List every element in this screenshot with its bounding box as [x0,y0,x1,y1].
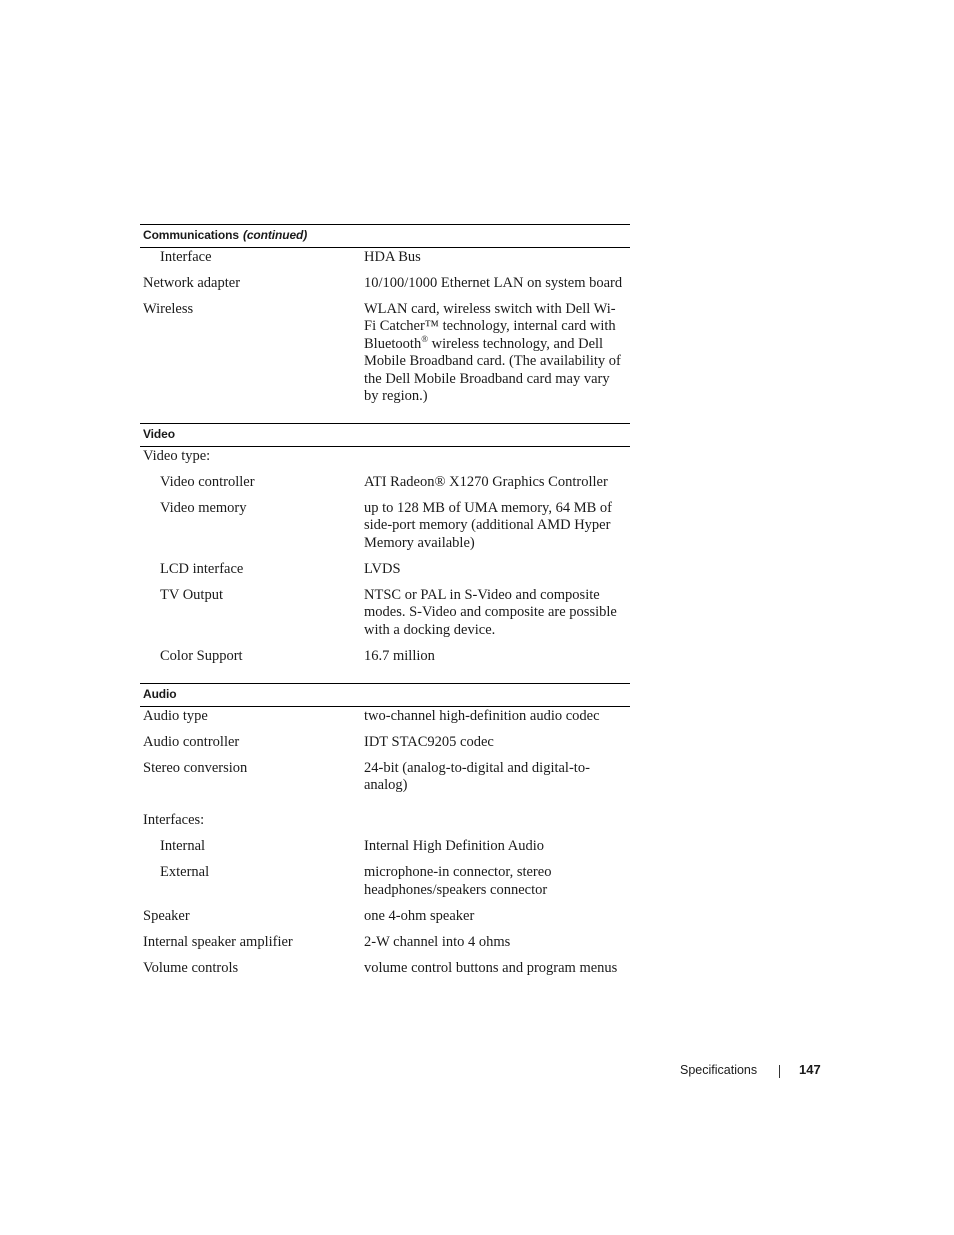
section-body-communications [140,248,630,423]
section-header-video [140,423,630,447]
section-body-video [140,447,630,683]
section-title: Communications [143,228,239,243]
spec-value: 2-W channel into 4 ohms [364,933,511,950]
spec-value: 10/100/1000 Ethernet LAN on system board [364,275,623,291]
spec-value: HDA Bus [364,249,421,265]
spec-label: TV Output [160,586,223,603]
spec-row-video-memory [140,499,630,552]
spec-value: one 4-ohm speaker [364,907,475,924]
page-number: 147 [799,1062,821,1077]
footer-divider [779,1065,780,1078]
spec-label: Network adapter [143,275,241,291]
spec-label: Video memory [160,500,247,517]
spec-label: External [160,864,210,881]
spec-value-part: WLAN card, wireless switch with Dell Wi-Fi Catcher™ technology, internal card with Bluetooth [364,301,616,352]
spec-value [364,301,630,405]
section-header-audio [140,683,630,707]
spec-value: Internal High Definition Audio [364,838,545,855]
spec-row-internal-speaker-amplifier [140,933,630,951]
spec-label: Video controller [160,474,255,491]
spec-row-interface [140,248,630,266]
spec-label: Stereo conversion [143,759,248,776]
spec-row-network-adapter [140,274,630,292]
spec-label: Interfaces: [143,812,205,829]
spec-row-speaker [140,907,630,925]
spec-value: microphone-in connector, stereo headphones/speakers connector [364,864,552,898]
spec-label: Color Support [160,647,243,664]
spec-label: Video type: [143,448,211,465]
spec-value: 24-bit (analog-to-digital and digital-to-analog) [364,759,590,794]
spec-row-color-support [140,647,630,665]
footer-section-title: Specifications [680,1063,758,1077]
spec-label: Internal [160,838,206,855]
spec-value: IDT STAC9205 codec [364,733,494,750]
spec-label: Wireless [143,301,194,317]
spec-value: volume control buttons and program menus [364,959,618,976]
spec-label: Volume controls [143,959,239,976]
section-title: Audio [143,686,177,701]
spec-row-video-controller [140,473,630,491]
spec-label: Interface [160,249,212,265]
page-footer [680,1061,822,1081]
spec-value [364,448,630,465]
spec-row-tv-output [140,586,630,639]
spec-row-volume-controls [140,959,630,977]
spec-row-wireless [140,300,630,405]
spec-row-video-type [140,447,630,465]
section-body-audio [140,707,630,978]
spec-row-lcd-interface [140,560,630,578]
spec-label: Internal speaker amplifier [143,933,293,950]
spec-row-internal [140,837,630,855]
spec-value: two-channel high-definition audio codec [364,707,600,724]
spec-value-part: wireless technology, and Dell Mobile Broadband card. (The availability of the Dell Mobile Broadband card may vary by region.) [364,335,621,405]
spec-value: 16.7 million [364,647,435,664]
spec-row-audio-type [140,707,630,725]
spec-label: Audio controller [143,733,240,750]
spec-row-interfaces [140,811,630,829]
spec-row-stereo-conversion [140,759,630,795]
spec-table [140,224,630,985]
spec-value: NTSC or PAL in S-Video and composite modes. S-Video and composite are possible with a docking device. [364,586,617,638]
spec-value [364,812,630,829]
spec-row-audio-controller [140,733,630,751]
spec-row-external [140,863,630,899]
spec-value: LVDS [364,560,401,577]
spec-label: Speaker [143,907,190,924]
registered-mark: ® [421,333,429,344]
spec-value: ATI Radeon® X1270 Graphics Controller [364,474,608,491]
section-header-communications [140,224,630,248]
spec-label: Audio type [143,707,208,724]
section-title-suffix: (continued) [242,228,308,243]
section-title: Video [143,427,175,442]
spec-value: up to 128 MB of UMA memory, 64 MB of side-port memory (additional AMD Hyper Memory available) [364,500,612,551]
spec-label: LCD interface [160,560,244,577]
